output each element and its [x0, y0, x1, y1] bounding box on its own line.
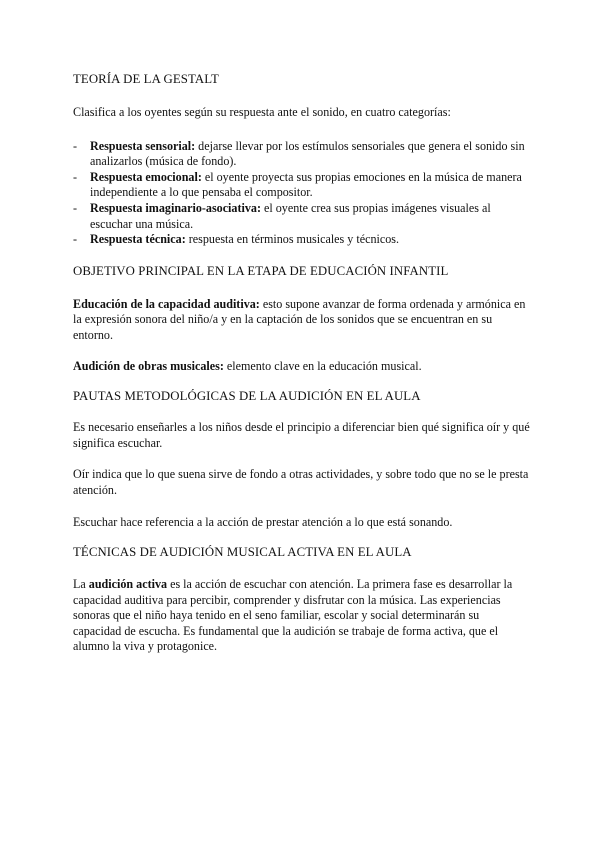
- section-title-objetivo: OBJETIVO PRINCIPAL EN LA ETAPA DE EDUCACIÓN INFANTIL: [73, 263, 449, 278]
- list-dash: -: [73, 200, 78, 215]
- paragraph-text: La: [73, 577, 89, 592]
- list-item: [73, 170, 530, 201]
- term-description: respuesta en términos musicales y técnicos.: [185, 232, 399, 247]
- list-item: [73, 232, 530, 248]
- list-item: [73, 201, 530, 232]
- term-imaginario: Respuesta imaginario-asociativa:: [90, 200, 261, 215]
- paragraph-text: es la acción de escuchar con atención. La primera fase es desarrollar la capacidad auditiva para percibir, comprender y disfrutar con la música. Las experiencias sonoras que el niño haya tenido en el seno familiar, escolar y social determinarán su capacidad de escucha. Es fundamental que la audición se trabaje de forma activa, que el alumno la viva y protagonice.: [73, 577, 513, 654]
- gestalt-intro: Clasifica a los oyentes según su respuesta ante el sonido, en cuatro categorías:: [73, 105, 451, 119]
- paragraph-audicion-activa: [73, 577, 530, 655]
- term-sensorial: Respuesta sensorial:: [90, 138, 196, 153]
- paragraph-escuchar: Escuchar hace referencia a la acción de prestar atención a lo que está sonando.: [73, 514, 453, 529]
- term-emocional: Respuesta emocional:: [90, 169, 202, 184]
- term-description: dejarse llevar por los estímulos sensoriales que genera el sonido sin analizarlos (música de fondo).: [90, 138, 525, 169]
- list-item: [73, 139, 530, 170]
- list-dash: -: [73, 232, 78, 247]
- term-description: el oyente proyecta sus propias emociones en la música de manera independiente a lo que pensaba el compositor.: [90, 169, 522, 200]
- term-audicion-obras: Audición de obras musicales:: [73, 358, 224, 373]
- paragraph-oir: Oír indica que lo que suena sirve de fondo a otras actividades, y sobre todo que no se le presta atención.: [73, 467, 529, 497]
- paragraph-capacidad-auditiva: [73, 297, 530, 344]
- section-title-gestalt: TEORÍA DE LA GESTALT: [73, 72, 219, 86]
- list-dash: -: [73, 138, 78, 153]
- list-dash: -: [73, 169, 78, 184]
- section-title-tecnicas: TÉCNICAS DE AUDICIÓN MUSICAL ACTIVA EN EL AULA: [73, 545, 412, 560]
- paragraph-text: esto supone avanzar de forma ordenada y armónica en la expresión sonora del niño/a y en la captación de los sonidos que se encuentran en su entorno.: [73, 296, 526, 342]
- term-capacidad-auditiva: Educación de la capacidad auditiva:: [73, 296, 260, 311]
- term-description: el oyente crea sus propias imágenes visuales al escuchar una música.: [90, 200, 491, 231]
- paragraph-audicion-obras: [73, 359, 530, 375]
- term-tecnica: Respuesta técnica:: [90, 232, 186, 247]
- section-title-pautas: PAUTAS METODOLÓGICAS DE LA AUDICIÓN EN EL AULA: [73, 389, 421, 404]
- response-list: [73, 139, 530, 248]
- paragraph-oir-escuchar: Es necesario enseñarles a los niños desde el principio a diferenciar bien qué significa oír y qué significa escuchar.: [73, 420, 530, 450]
- term-audicion-activa: audición activa: [88, 577, 168, 592]
- paragraph-text: elemento clave en la educación musical.: [223, 358, 422, 373]
